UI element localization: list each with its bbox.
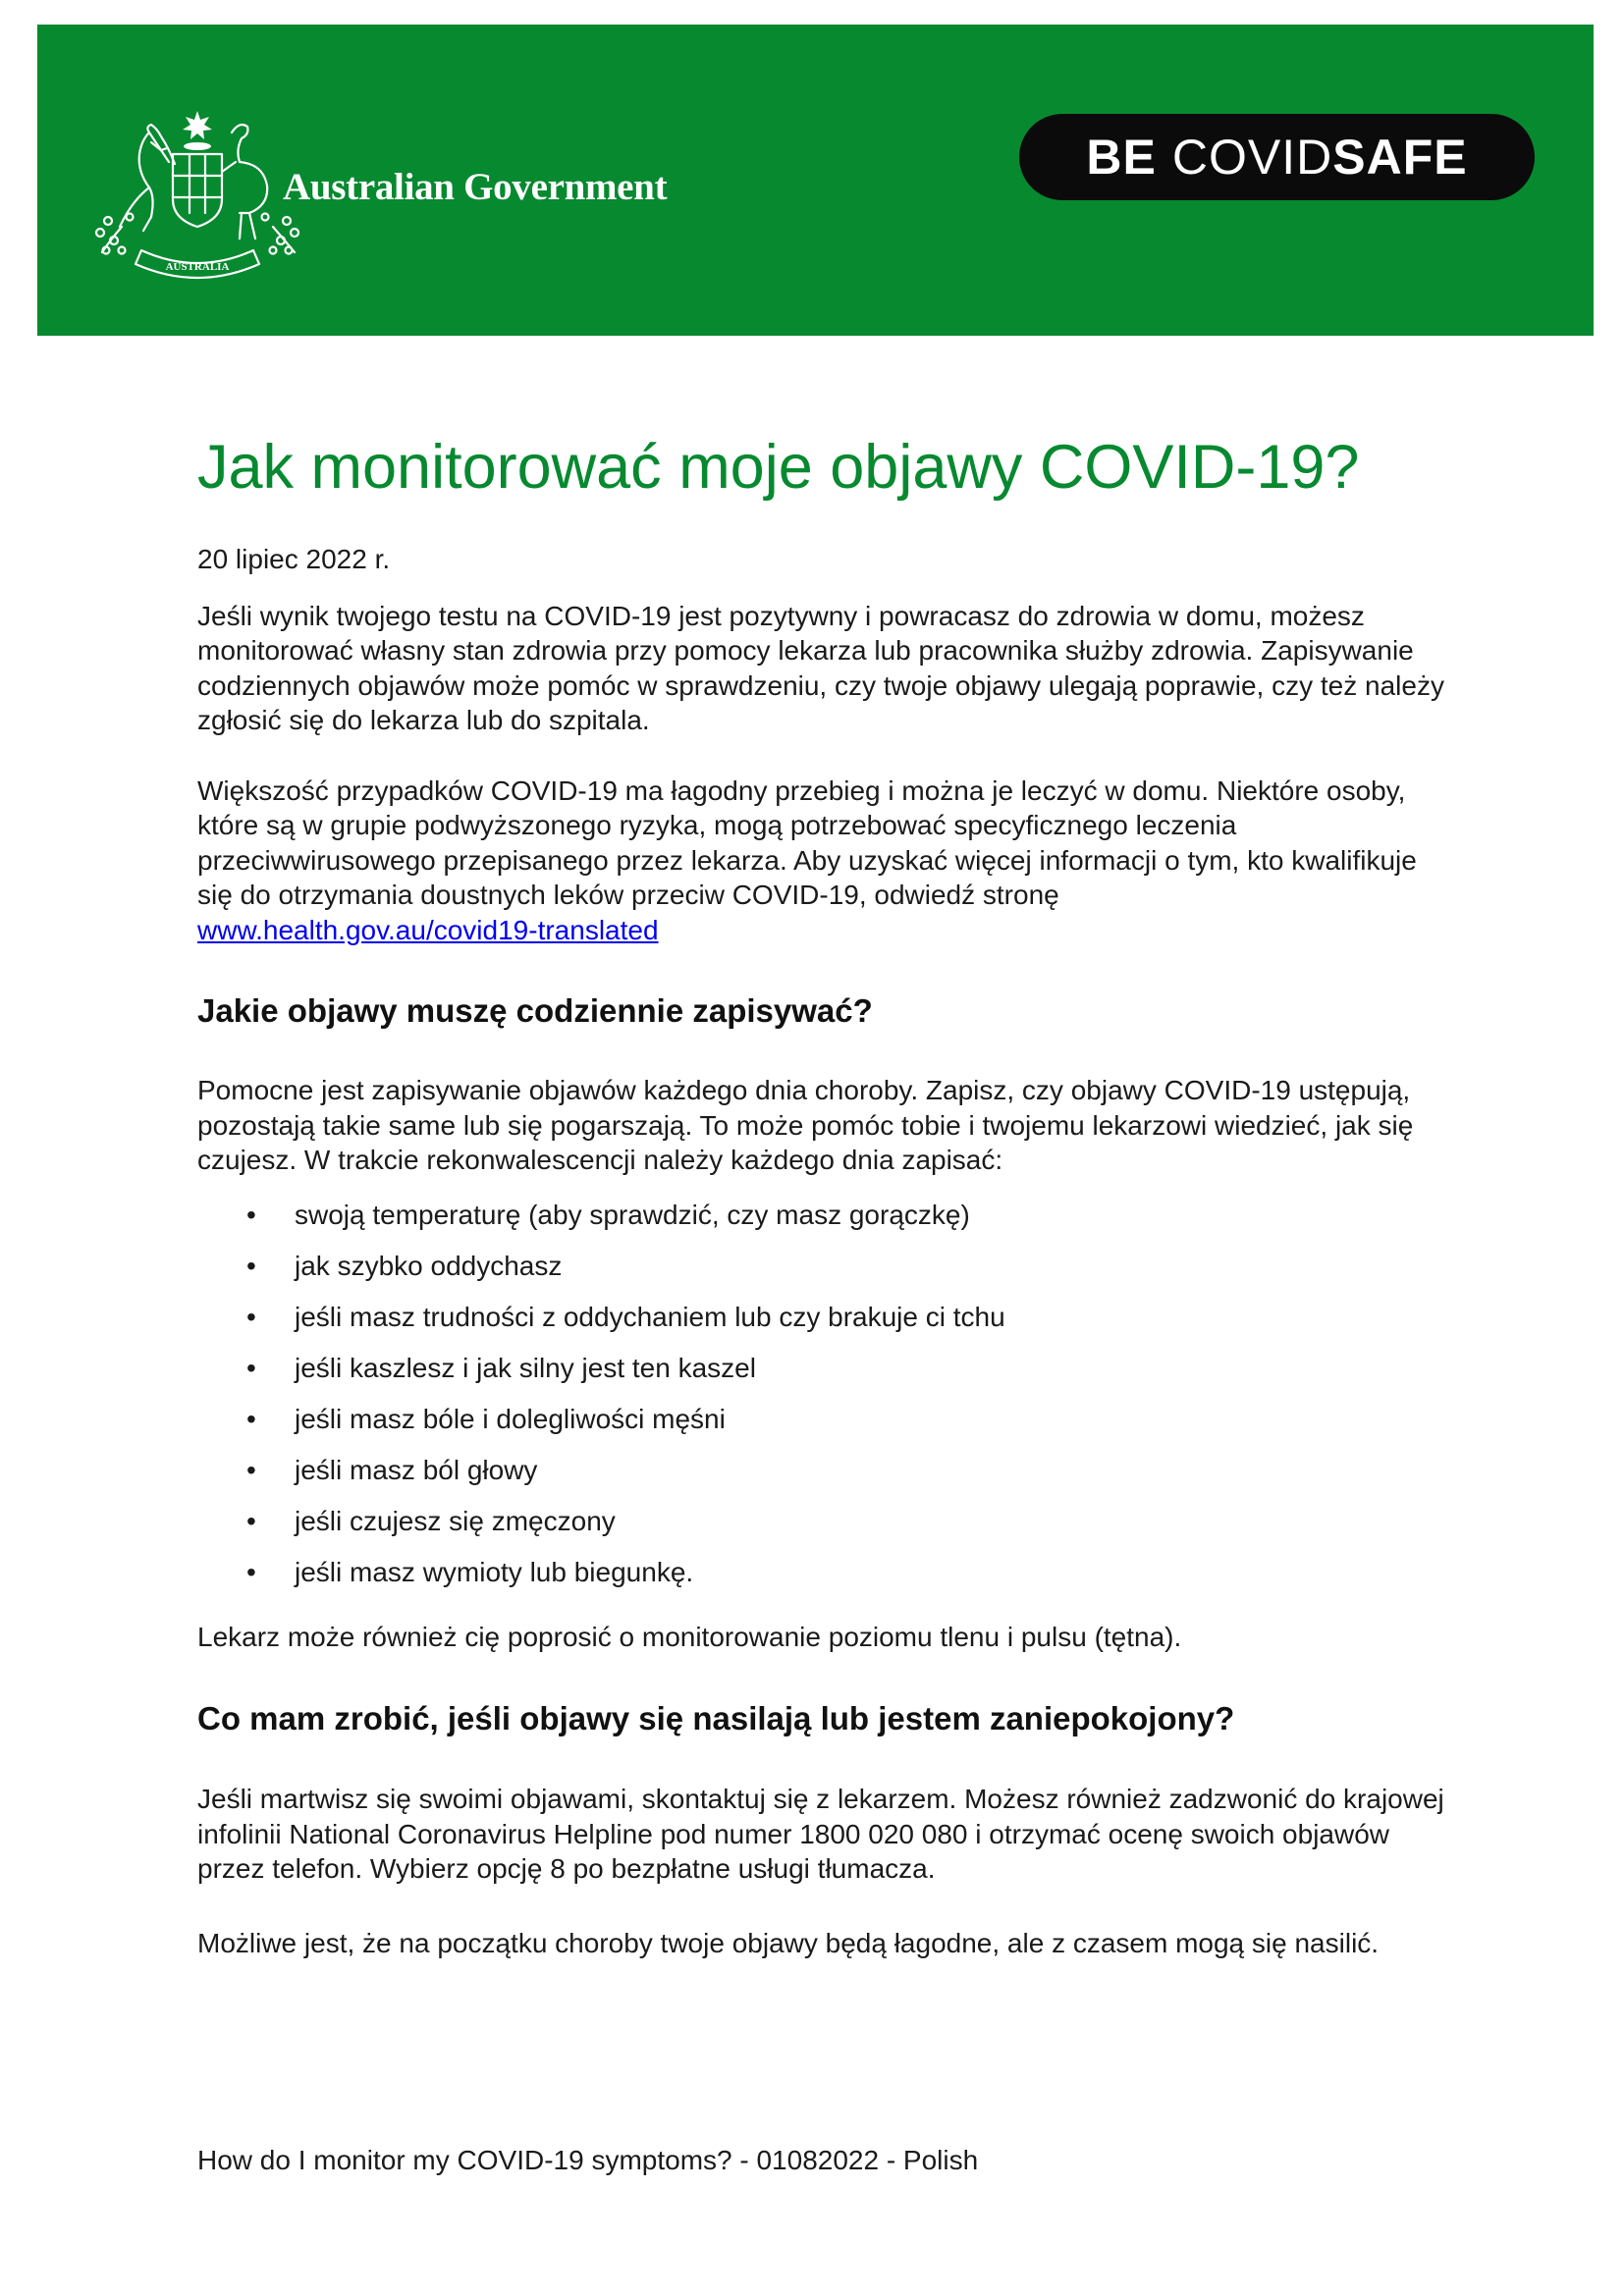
treatment-paragraph bbox=[197, 774, 1454, 948]
bullet: • bbox=[246, 1352, 256, 1383]
list-item bbox=[197, 1402, 1454, 1436]
document-date: 20 lipiec 2022 r. bbox=[197, 544, 391, 575]
badge-safe: SAFE bbox=[1332, 130, 1468, 185]
list-item-text: jeśli masz wymioty lub biegunkę. bbox=[295, 1556, 694, 1587]
list-item bbox=[197, 1249, 1454, 1283]
list-item-text: jeśli masz trudności z oddychaniem lub czy brakuje ci tchu bbox=[295, 1301, 1005, 1332]
bullet: • bbox=[246, 1403, 256, 1434]
australian-government-logo-text: Australian Government bbox=[283, 166, 668, 208]
badge-be: BE bbox=[1086, 130, 1157, 185]
badge-covid: COVID bbox=[1171, 130, 1333, 185]
bullet: • bbox=[246, 1250, 256, 1281]
mild-symptoms-paragraph: Możliwe jest, że na początku choroby twoje objawy będą łagodne, ale z czasem mogą się nasilić. bbox=[197, 1927, 1380, 1958]
list-item bbox=[197, 1198, 1454, 1232]
list-item bbox=[197, 1555, 1454, 1589]
header-banner bbox=[37, 25, 1594, 336]
section-heading-worsening: Co mam zrobić, jeśli objawy się nasilają lub jestem zaniepokojony? bbox=[197, 1700, 1235, 1737]
treatment-paragraph-text: Większość przypadków COVID-19 ma łagodny przebieg i można je leczyć w domu. Niektóre osoby, które są w grupie podwyższonego ryzyka, mogą potrzebować specyficznego leczenia przeciwwirusowego przepisanego przez lekarza. Aby uzyskać więcej informacji o tym, kto kwalifikuje się do otrzymania doustnych leków przeciw COVID-19, odwiedź stronę bbox=[197, 774, 1417, 911]
list-item-text: jeśli kaszlesz i jak silny jest ten kaszel bbox=[295, 1352, 756, 1383]
symptom-list bbox=[197, 1198, 1454, 1589]
page-title: Jak monitorować moje objawy COVID-19? bbox=[197, 433, 1360, 502]
list-item bbox=[197, 1504, 1454, 1538]
list-item-text: jeśli czujesz się zmęczony bbox=[295, 1505, 616, 1536]
bullet: • bbox=[246, 1556, 256, 1587]
health-translated-link[interactable]: www.health.gov.au/covid19-translated bbox=[197, 914, 659, 945]
list-item bbox=[197, 1300, 1454, 1334]
bullet: • bbox=[246, 1199, 256, 1230]
oxygen-monitoring-paragraph: Lekarz może również cię poprosić o monitorowanie poziomu tlenu i pulsu (tętna). bbox=[197, 1621, 1182, 1652]
list-item-text: swoją temperaturę (aby sprawdzić, czy masz gorączkę) bbox=[295, 1199, 970, 1230]
crest-scroll-text: AUSTRALIA bbox=[165, 261, 230, 273]
bullet: • bbox=[246, 1301, 256, 1332]
list-item-text: jeśli masz ból głowy bbox=[295, 1454, 538, 1485]
document-footer: How do I monitor my COVID-19 symptoms? - 01082022 - Polish bbox=[197, 2145, 979, 2175]
helpline-paragraph: Jeśli martwisz się swoimi objawami, skontaktuj się z lekarzem. Możesz również zadzwonić do krajowej infolinii National Coronavirus Helpline pod numer 1800 020 080 i otrzymać ocenę swoich objawów przez telefon. Wybierz opcję 8 po bezpłatne usługi tłumacza. bbox=[197, 1784, 1444, 1885]
bullet: • bbox=[246, 1454, 256, 1485]
list-item-text: jak szybko oddychasz bbox=[295, 1250, 563, 1281]
intro-paragraph: Jeśli wynik twojego testu na COVID-19 jest pozytywny i powracasz do zdrowia w domu, możesz monitorować własny stan zdrowia przy pomocy lekarza lub pracownika służby zdrowia. Zapisywanie codziennych objawów może pomóc w sprawdzeniu, czy twoje objawy ulegają poprawie, czy też należy zgłosić się do lekarza lub do szpitala. bbox=[197, 600, 1444, 736]
list-item bbox=[197, 1351, 1454, 1385]
document-body bbox=[197, 432, 1454, 1960]
be-covidsafe-badge bbox=[1019, 114, 1535, 200]
coat-of-arms-icon bbox=[92, 103, 303, 294]
bullet: • bbox=[246, 1505, 256, 1536]
section-heading-symptoms: Jakie objawy muszę codziennie zapisywać? bbox=[197, 992, 873, 1030]
list-item-text: jeśli masz bóle i dolegliwości męśni bbox=[295, 1403, 726, 1434]
symptoms-intro-paragraph: Pomocne jest zapisywanie objawów każdego dnia choroby. Zapisz, czy objawy COVID-19 ustępują, pozostają takie same lub się pogarszają. To może pomóc tobie i twojemu lekarzowi wiedzieć, jak się czujesz. W trakcie rekonwalescencji należy każdego dnia zapisać: bbox=[197, 1075, 1414, 1176]
list-item bbox=[197, 1453, 1454, 1487]
